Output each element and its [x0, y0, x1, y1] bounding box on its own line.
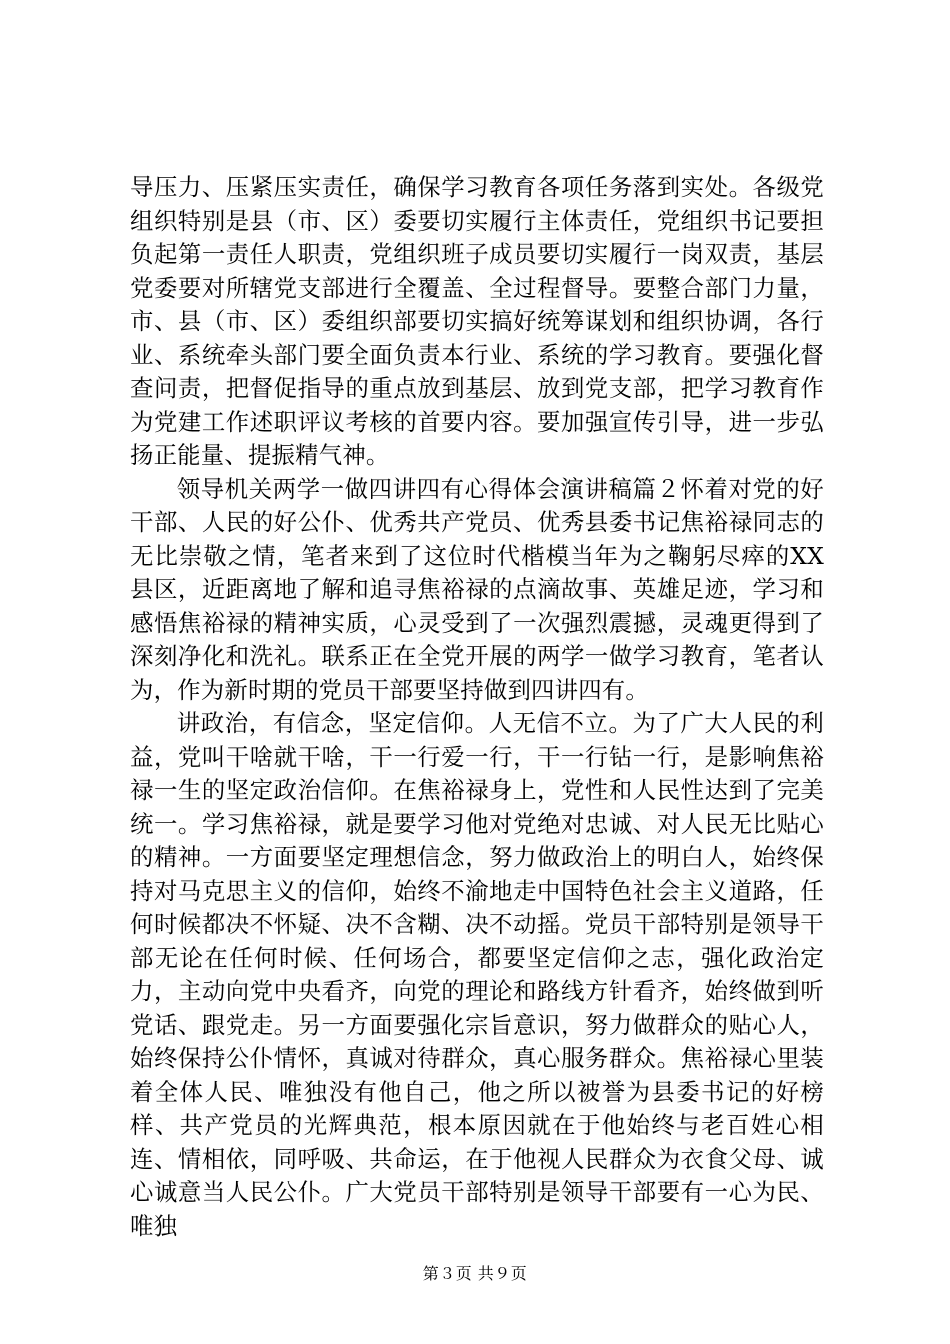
paragraph-speech-intro: 领导机关两学一做四讲四有心得体会演讲稿篇２怀着对党的好干部、人民的好公仆、优秀共产党员、优秀县委书记焦裕禄同志的无比崇敬之情，笔者来到了这位时代楷模当年为之鞠躬尽瘁的XX县区，近距离地了解和追寻焦裕禄的点滴故事、英雄足迹，学习和感悟焦裕禄的精神实质，心灵受到了一次强烈震撼，灵魂更得到了深刻净化和洗礼。联系正在全党开展的两学一做学习教育，笔者认为，作为新时期的党员干部要坚持做到四讲四有。: [130, 474, 824, 704]
paragraph-continuation: 导压力、压紧压实责任，确保学习教育各项任务落到实处。各级党组织特别是县（市、区）委要切实履行主体责任，党组织书记要担负起第一责任人职责，党组织班子成员要切实履行一岗双责，基层党委要对所辖党支部进行全覆盖、全过程督导。要整合部门力量，市、县（市、区）委组织部要切实搞好统筹谋划和组织协调，各行业、系统牵头部门要全面负责本行业、系统的学习教育。要强化督查问责，把督促指导的重点放到基层、放到党支部，把学习教育作为党建工作述职评议考核的首要内容。要加强宣传引导，进一步弘扬正能量、提振精气神。: [130, 173, 824, 469]
document-body: [130, 171, 824, 1243]
paragraph-politics-belief: 讲政治，有信念，坚定信仰。人无信不立。为了广大人民的利益，党叫干啥就干啥，干一行爱一行，干一行钻一行，是影响焦裕禄一生的坚定政治信仰。在焦裕禄身上，党性和人民性达到了完美统一。学习焦裕禄，就是要学习他对党绝对忠诚、对人民无比贴心的精神。一方面要坚定理想信念，努力做政治上的明白人，始终保持对马克思主义的信仰，始终不渝地走中国特色社会主义道路，任何时候都决不怀疑、决不含糊、决不动摇。党员干部特别是领导干部无论在任何时候、任何场合，都要坚定信仰之志，强化政治定力，主动向党中央看齐，向党的理论和路线方针看齐，始终做到听党话、跟党走。另一方面要强化宗旨意识，努力做群众的贴心人，始终保持公仆情怀，真诚对待群众，真心服务群众。焦裕禄心里装着全体人民、唯独没有他自己，他之所以被誉为县委书记的好榜样、共产党员的光辉典范，根本原因就在于他始终与老百姓心相连、情相依，同呼吸、共命运，在于他视人民群众为衣食父母、诚心诚意当人民公仆。广大党员干部特别是领导干部要有一心为民、唯独: [130, 709, 824, 1240]
page-number-footer: 第３页 共９页: [422, 1264, 528, 1283]
